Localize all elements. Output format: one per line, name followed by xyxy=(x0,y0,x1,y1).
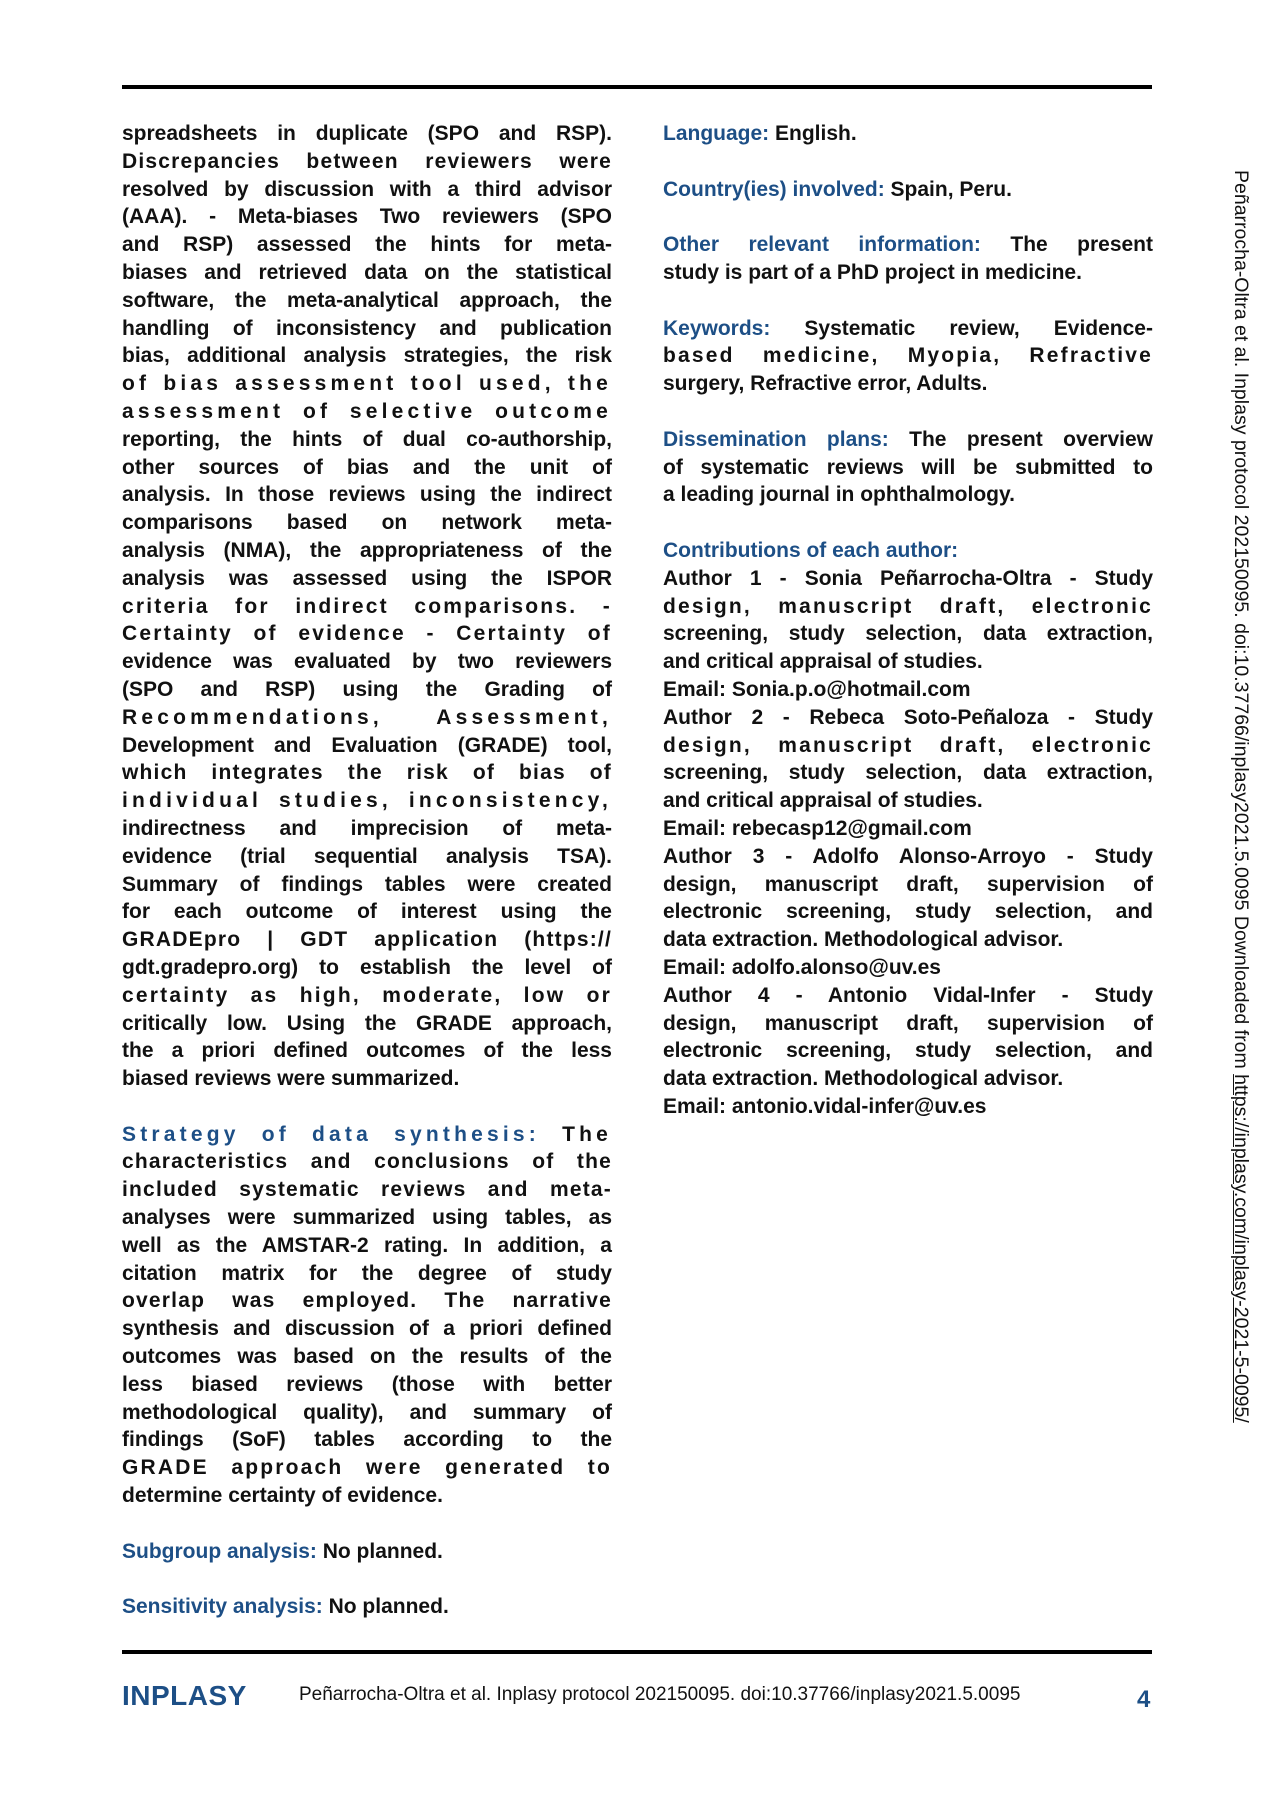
text-line: of systematic reviews will be submitted to xyxy=(663,455,1153,479)
author-email[interactable]: Email: rebecasp12@gmail.com xyxy=(663,816,972,840)
text-line: Development and Evaluation (GRADE) tool, xyxy=(122,733,612,757)
text-line: evidence was evaluated by two reviewers xyxy=(122,650,612,674)
author-line: and critical appraisal of studies. xyxy=(663,789,983,813)
text-line: handling of inconsistency and publication xyxy=(122,316,612,340)
keywords-section xyxy=(663,315,1153,398)
text-line: resolved by discussion with a third advisor xyxy=(122,177,612,201)
text-line: which integrates the risk of bias of xyxy=(122,761,612,785)
footer-citation: Peñarrocha-Oltra et al. Inplasy protocol 202150095. doi:10.37766/inplasy2021.5.0095 xyxy=(299,1684,1021,1705)
page-number: 4 xyxy=(1137,1686,1151,1713)
sensitivity-label: Sensitivity analysis: xyxy=(122,1595,323,1619)
text-line: analysis. In those reviews using the indirect xyxy=(122,483,612,507)
top-rule xyxy=(122,85,1152,89)
text-line: well as the AMSTAR-2 rating. In addition, a xyxy=(122,1233,612,1257)
keywords-label: Keywords: xyxy=(663,316,771,340)
author-email[interactable]: Email: adolfo.alonso@uv.es xyxy=(663,955,941,979)
author-line: screening, study selection, data extraction, xyxy=(663,761,1153,785)
text-line: individual studies, inconsistency, xyxy=(122,789,612,813)
author-line: electronic screening, study selection, and xyxy=(663,900,1153,924)
author-line: Author 4 - Antonio Vidal-Infer - Study xyxy=(663,983,1153,1007)
countries-label: Country(ies) involved: xyxy=(663,177,885,201)
author-line: design, manuscript draft, electronic xyxy=(663,733,1153,757)
text-line: overlap was employed. The narrative xyxy=(122,1289,612,1313)
left-column xyxy=(122,120,612,1621)
text-line: software, the meta-analytical approach, the xyxy=(122,288,612,312)
strategy-label: Strategy of data synthesis: xyxy=(122,1122,540,1146)
strategy-first-rest: The xyxy=(562,1122,612,1146)
author-line: screening, study selection, data extraction, xyxy=(663,622,1153,646)
text-line: Discrepancies between reviewers were xyxy=(122,149,612,173)
dissemination-section xyxy=(663,426,1153,509)
countries-value: Spain, Peru. xyxy=(890,177,1012,201)
text-line: assessment of selective outcome xyxy=(122,399,612,423)
author-line: Author 3 - Adolfo Alonso-Arroyo - Study xyxy=(663,844,1153,868)
dissemination-first-rest: The present overview xyxy=(909,427,1153,451)
text-line: less biased reviews (those with better xyxy=(122,1372,612,1396)
text-line: included systematic reviews and meta- xyxy=(122,1178,612,1202)
sensitivity-section xyxy=(122,1593,612,1621)
other-info-first-rest: The present xyxy=(1010,233,1154,257)
language-label: Language: xyxy=(663,122,770,145)
author-line: data extraction. Methodological advisor. xyxy=(663,928,1064,952)
text-line: indirectness and imprecision of meta- xyxy=(122,816,612,840)
side-note-text: Peñarrocha-Oltra et al. Inplasy protocol 202150095. doi:10.37766/inplasy2021.5.0095 Downloaded from xyxy=(1230,170,1252,1075)
text-line: gdt.gradepro.org) to establish the level of xyxy=(122,955,612,979)
subgroup-label: Subgroup analysis: xyxy=(122,1539,317,1563)
dissemination-label: Dissemination plans: xyxy=(663,427,889,451)
sensitivity-value: No planned. xyxy=(328,1595,449,1619)
text-line: evidence (trial sequential analysis TSA). xyxy=(122,844,612,868)
author-line: electronic screening, study selection, and xyxy=(663,1039,1153,1063)
text-line: citation matrix for the degree of study xyxy=(122,1261,612,1285)
text-line: based medicine, Myopia, Refractive xyxy=(663,344,1153,368)
text-line: reporting, the hints of dual co-authorship, xyxy=(122,427,612,451)
author-line: and critical appraisal of studies. xyxy=(663,650,983,674)
text-line: Recommendations, Assessment, xyxy=(122,705,612,729)
author-line: design, manuscript draft, supervision of xyxy=(663,872,1153,896)
text-line: critically low. Using the GRADE approach, xyxy=(122,1011,612,1035)
text-line: characteristics and conclusions of the xyxy=(122,1150,612,1174)
right-column xyxy=(663,120,1153,1121)
text-line: analyses were summarized using tables, as xyxy=(122,1206,612,1230)
side-note-link[interactable]: https://inplasy.com/inplasy-2021-5-0095/ xyxy=(1230,1074,1252,1423)
author-line: data extraction. Methodological advisor. xyxy=(663,1067,1064,1091)
side-download-note xyxy=(1222,170,1252,1570)
text-line: GRADEpro | GDT application (https:// xyxy=(122,928,612,952)
contributions-section xyxy=(663,537,1153,1121)
text-line: analysis was assessed using the ISPOR xyxy=(122,566,612,590)
text-line: and RSP) assessed the hints for meta- xyxy=(122,233,612,257)
text-line: other sources of bias and the unit of xyxy=(122,455,612,479)
text-line: (SPO and RSP) using the Grading of xyxy=(122,677,612,701)
text-line: the a priori defined outcomes of the less xyxy=(122,1039,612,1063)
text-line: certainty as high, moderate, low or xyxy=(122,983,612,1007)
author-email[interactable]: Email: Sonia.p.o@hotmail.com xyxy=(663,677,971,701)
text-line: for each outcome of interest using the xyxy=(122,900,612,924)
keywords-first-rest: Systematic review, Evidence- xyxy=(804,316,1153,340)
text-line: biased reviews were summarized. xyxy=(122,1067,460,1091)
text-line: Summary of findings tables were created xyxy=(122,872,612,896)
other-info-first-line xyxy=(663,231,1153,259)
methods-continuation xyxy=(122,120,612,1093)
text-line: synthesis and discussion of a priori defined xyxy=(122,1317,612,1341)
author-email[interactable]: Email: antonio.vidal-infer@uv.es xyxy=(663,1094,987,1118)
text-line: study is part of a PhD project in medicine. xyxy=(663,260,1082,284)
text-line: spreadsheets in duplicate (SPO and RSP). xyxy=(122,122,612,145)
strategy-first-line xyxy=(122,1121,612,1149)
text-line: determine certainty of evidence. xyxy=(122,1484,443,1508)
text-line: GRADE approach were generated to xyxy=(122,1456,612,1480)
subgroup-value: No planned. xyxy=(322,1539,443,1563)
text-line: a leading journal in ophthalmology. xyxy=(663,483,1015,507)
strategy-section xyxy=(122,1121,612,1510)
journal-logo: INPLASY xyxy=(122,1680,247,1711)
text-line: Certainty of evidence - Certainty of xyxy=(122,622,612,646)
author-line: Author 2 - Rebeca Soto-Peñaloza - Study xyxy=(663,705,1153,729)
language-section xyxy=(663,120,1153,148)
text-line: methodological quality), and summary of xyxy=(122,1400,612,1424)
subgroup-section xyxy=(122,1538,612,1566)
author-line: Author 1 - Sonia Peñarrocha-Oltra - Study xyxy=(663,566,1153,590)
author-line: design, manuscript draft, electronic xyxy=(663,594,1153,618)
text-line: (AAA). - Meta-biases Two reviewers (SPO xyxy=(122,205,612,229)
contributions-label: Contributions of each author: xyxy=(663,538,959,562)
text-line: surgery, Refractive error, Adults. xyxy=(663,372,988,396)
other-info-section xyxy=(663,231,1153,287)
text-line: outcomes was based on the results of the xyxy=(122,1345,612,1369)
text-line: comparisons based on network meta- xyxy=(122,511,612,535)
language-value: English. xyxy=(775,122,857,145)
text-line: of bias assessment tool used, the xyxy=(122,372,612,396)
keywords-first-line xyxy=(663,315,1153,343)
dissemination-first-line xyxy=(663,426,1153,454)
other-info-label: Other relevant information: xyxy=(663,233,981,257)
footer-rule xyxy=(122,1650,1152,1654)
countries-section xyxy=(663,176,1153,204)
text-line: criteria for indirect comparisons. - xyxy=(122,594,612,618)
text-line: biases and retrieved data on the statistical xyxy=(122,260,612,284)
author-line: design, manuscript draft, supervision of xyxy=(663,1011,1153,1035)
text-line: bias, additional analysis strategies, the risk xyxy=(122,344,612,368)
text-line: findings (SoF) tables according to the xyxy=(122,1428,612,1452)
text-line: analysis (NMA), the appropriateness of the xyxy=(122,538,612,562)
